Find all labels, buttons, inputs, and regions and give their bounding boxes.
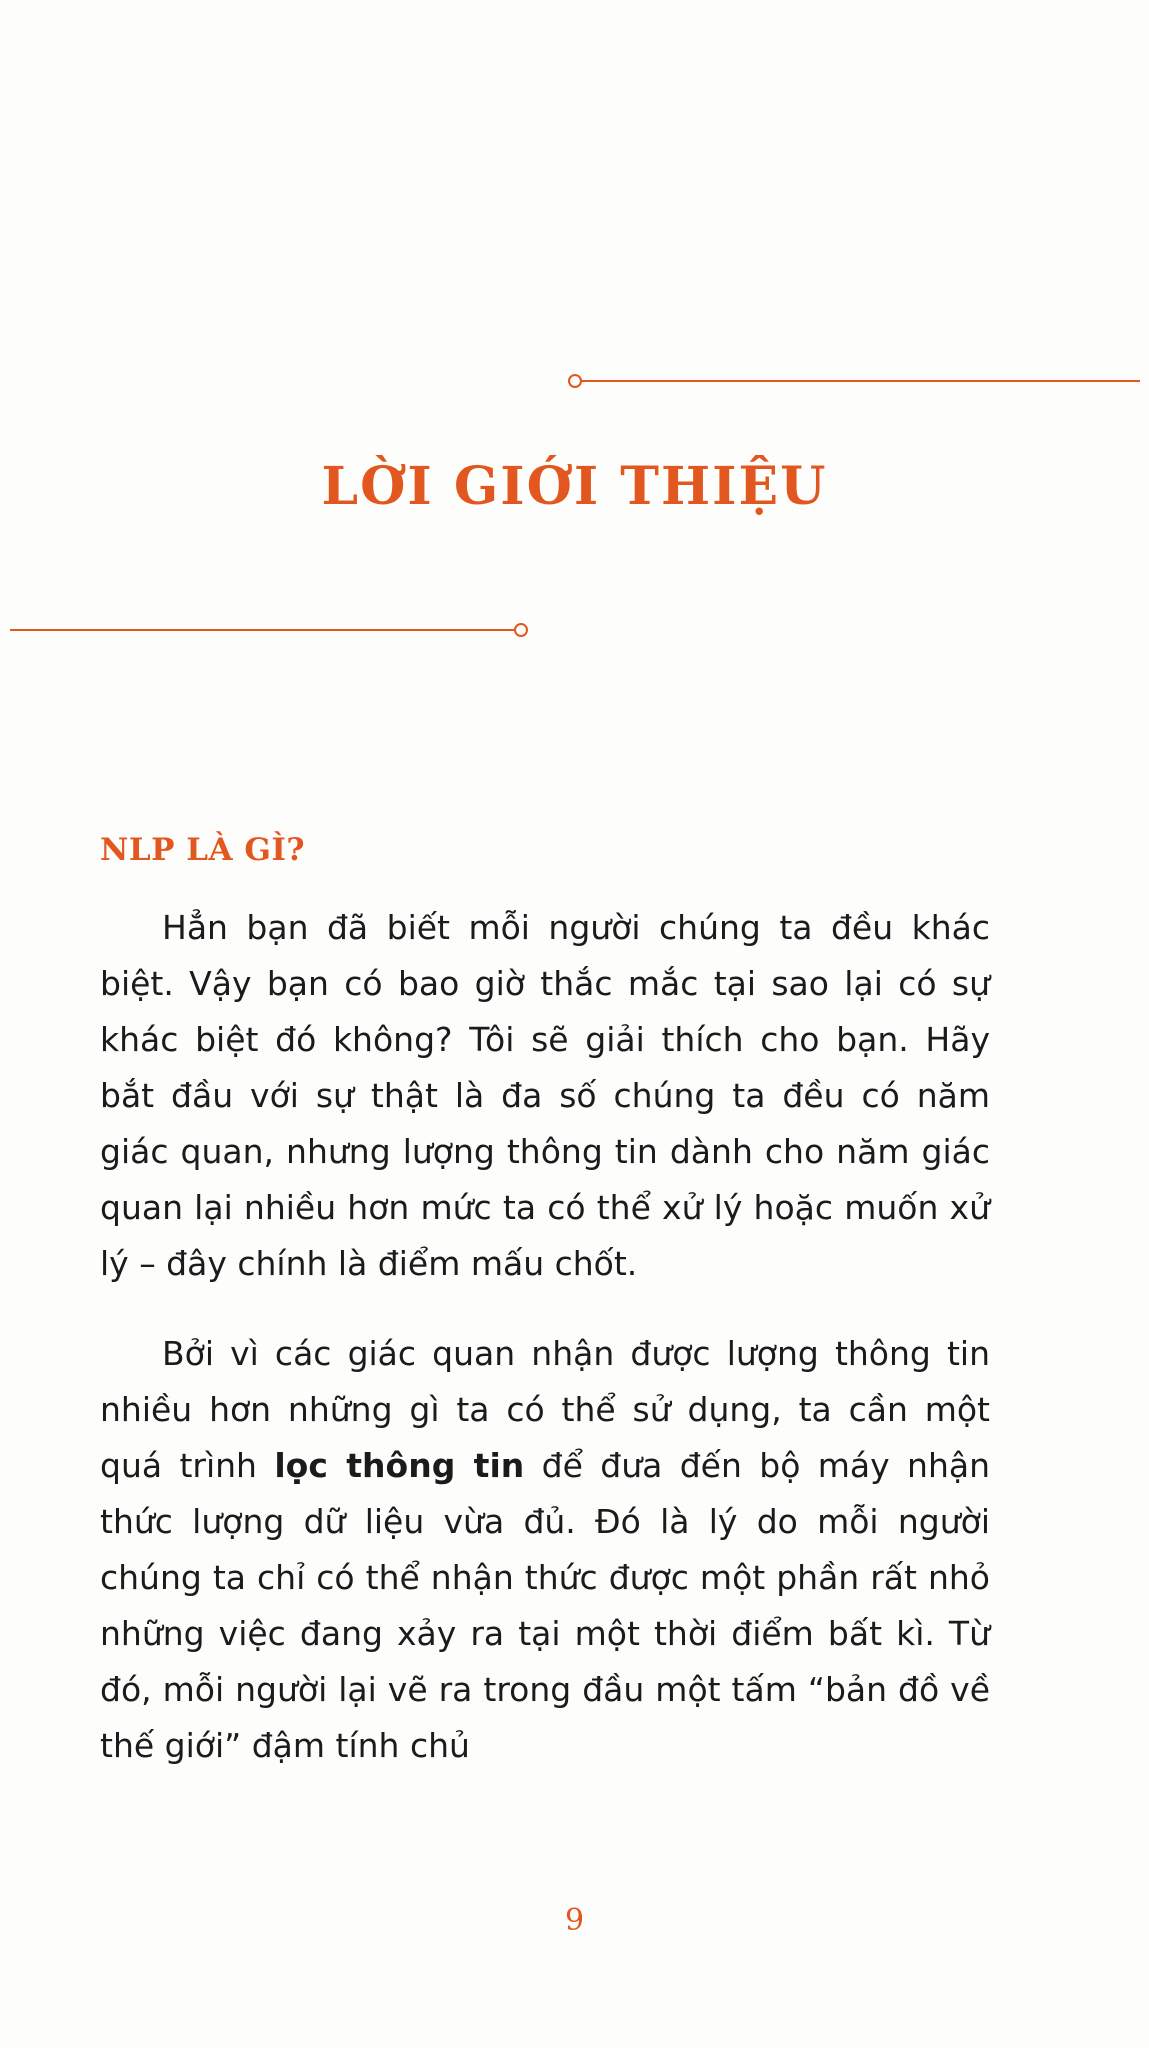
title-rule-top bbox=[580, 380, 1140, 382]
text-run: để đưa đến bộ máy nhận thức lượng dữ liệu vừa đủ. Đó là lý do mỗi người chúng ta chỉ có thể nhận thức được một phần rất nhỏ những việc đang xảy ra tại một thời điểm bất kì. Từ đó, mỗi người lại vẽ ra trong đầu một tấm “bản đồ về thế giới” đậm tính chủ bbox=[100, 1446, 990, 1765]
text-run: Bởi vì các giác quan nhận được lượng thông tin nhiều hơn những gì ta có thể sử dụng, ta cần một quá trình bbox=[100, 1334, 990, 1485]
title-dot-bottom-icon bbox=[514, 623, 528, 637]
body-text bbox=[100, 900, 990, 1774]
section-heading: NLP LÀ GÌ? bbox=[100, 832, 306, 868]
page-number: 9 bbox=[564, 1903, 585, 1938]
text-run: Hẳn bạn đã biết mỗi người chúng ta đều khác biệt. Vậy bạn có bao giờ thắc mắc tại sao lại có sự khác biệt đó không? Tôi sẽ giải thích cho bạn. Hãy bắt đầu với sự thật là đa số chúng ta đều có năm giác quan, nhưng lượng thông tin dành cho năm giác quan lại nhiều hơn mức ta có thể xử lý hoặc muốn xử lý – đây chính là điểm mấu chốt. bbox=[100, 908, 990, 1283]
title-dot-top-icon bbox=[568, 374, 582, 388]
paragraph-2 bbox=[100, 1326, 990, 1774]
paragraph-1 bbox=[100, 900, 990, 1292]
title-rule-bottom bbox=[10, 629, 525, 631]
emphasized-term: lọc thông tin bbox=[274, 1446, 525, 1485]
page-title: LỜI GIỚI THIỆU bbox=[321, 456, 828, 517]
